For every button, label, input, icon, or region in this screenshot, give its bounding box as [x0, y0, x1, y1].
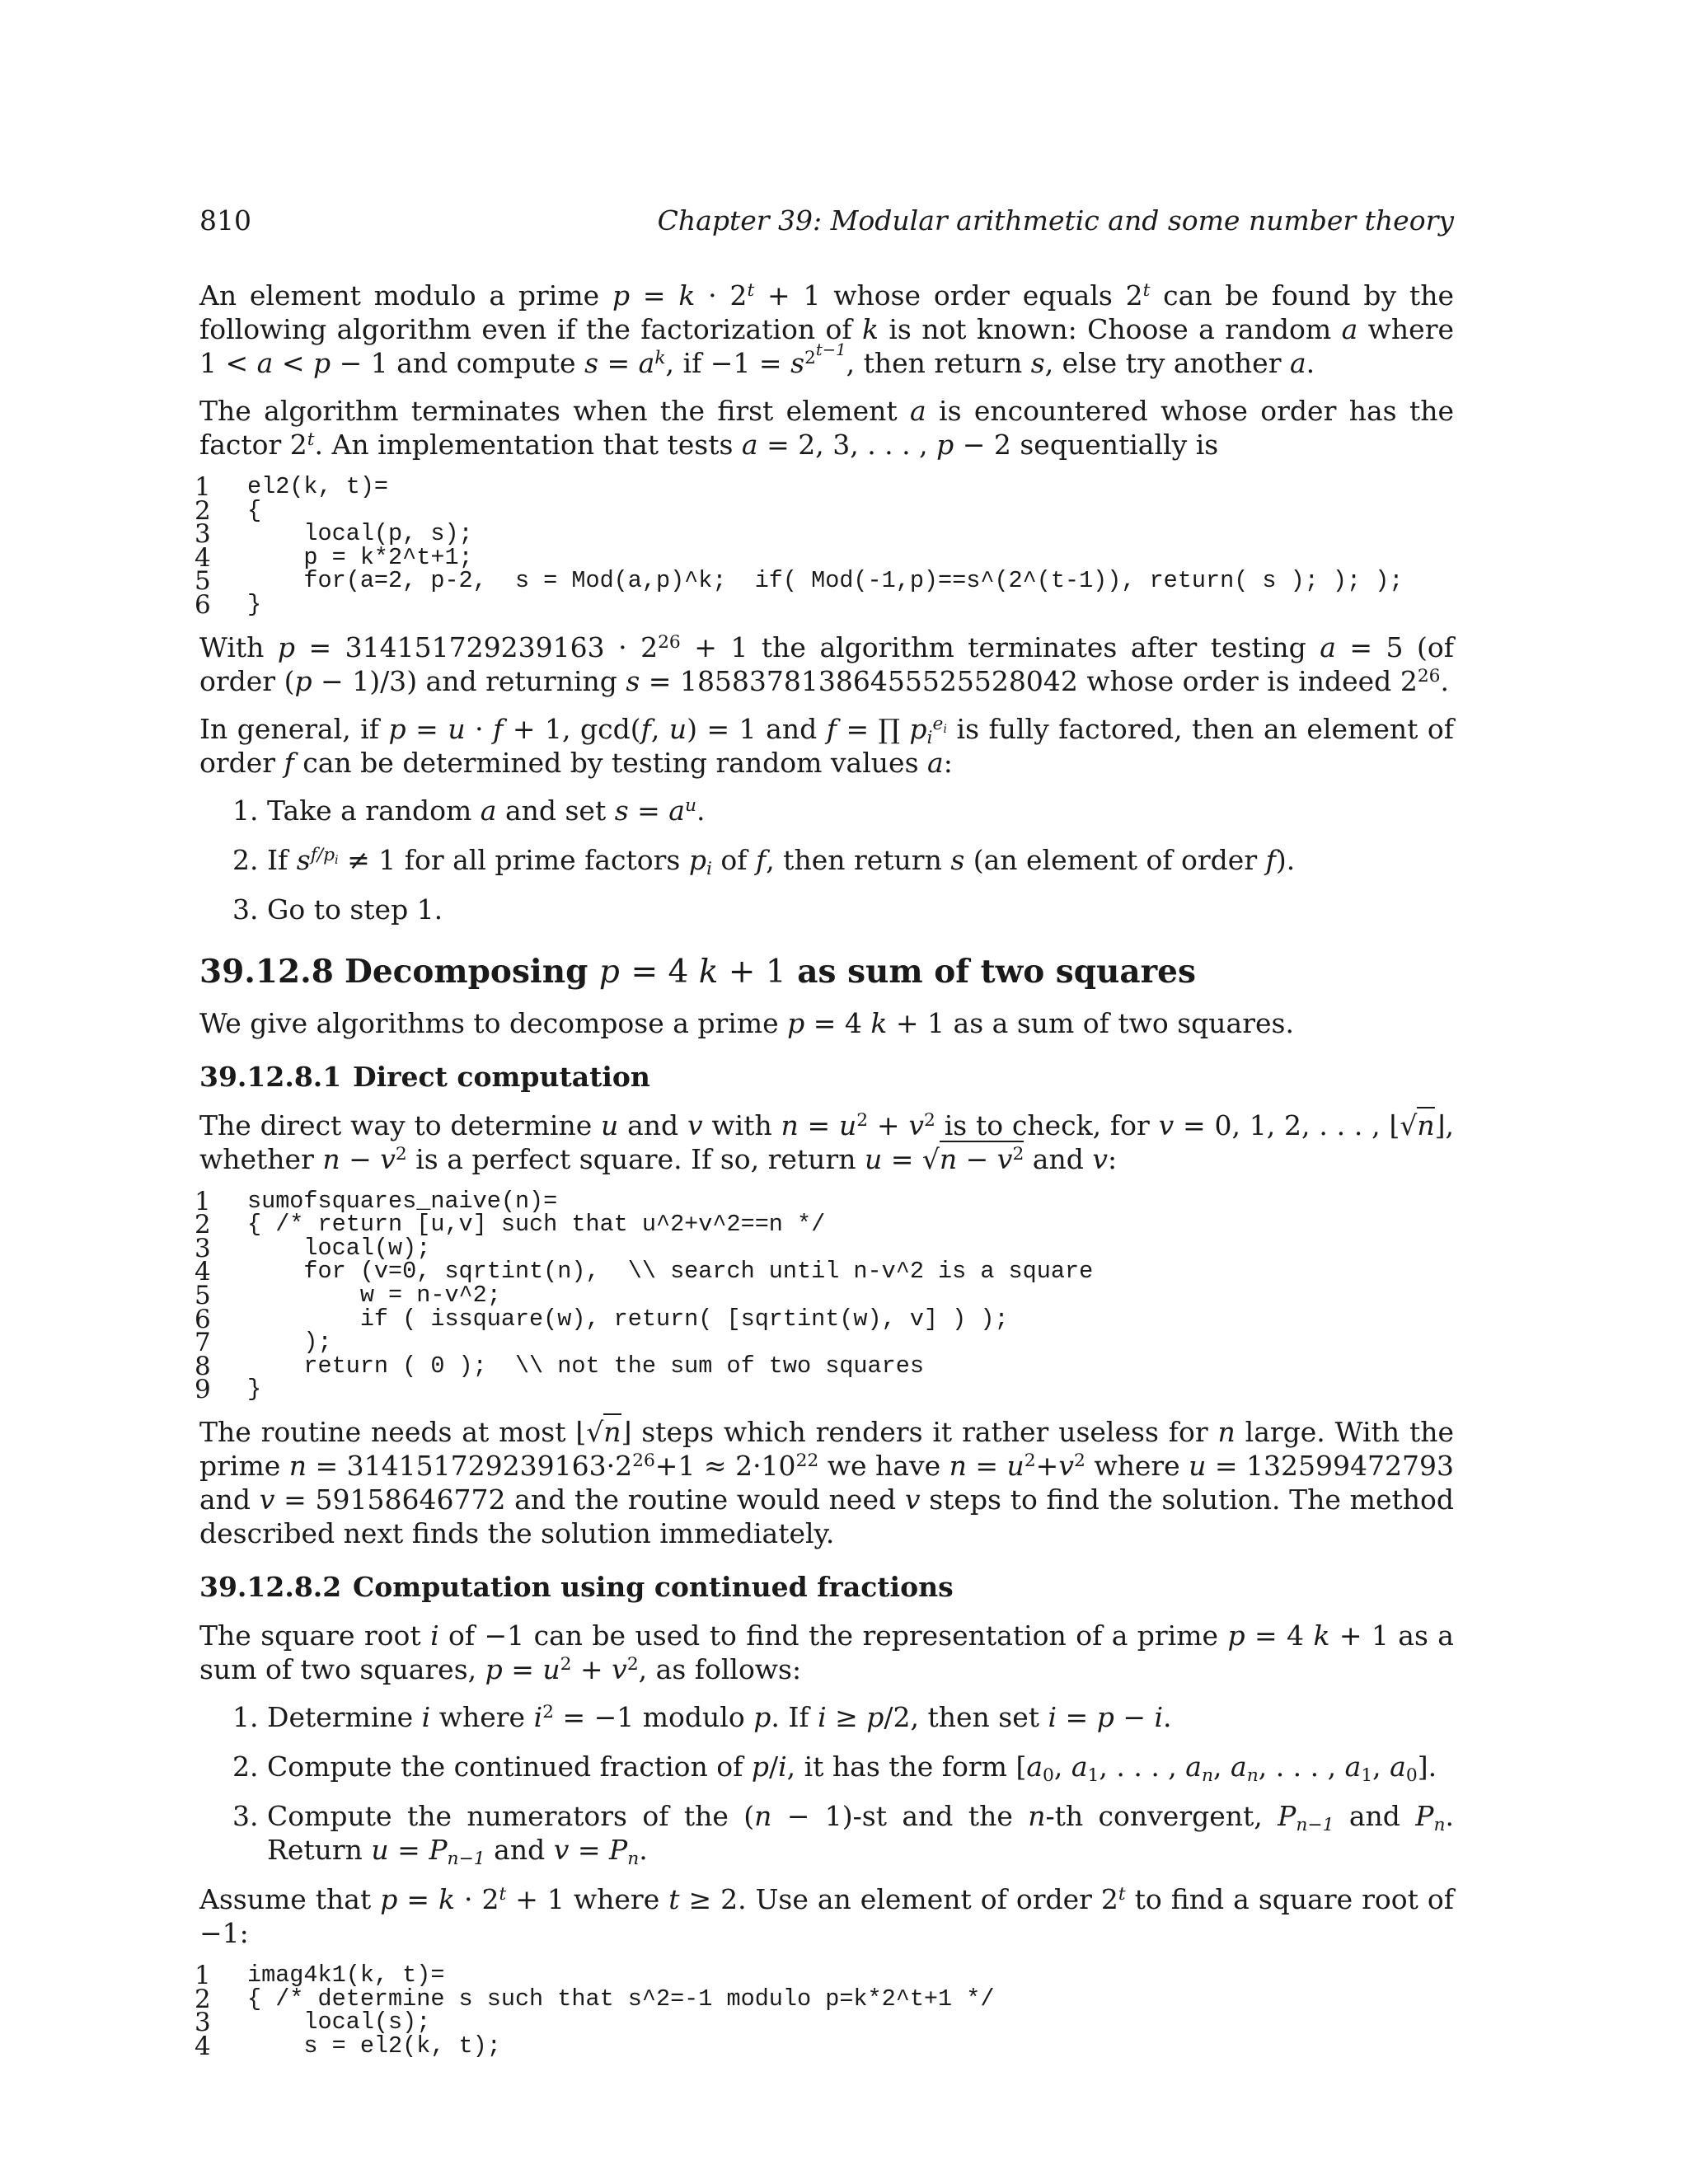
code-line — [195, 1186, 1454, 1216]
code-text: ); — [247, 1329, 332, 1357]
line-number: 1 — [195, 1960, 211, 1990]
subsection-heading-continued-fractions: 39.12.8.2 Computation using continued fractions — [199, 1570, 954, 1603]
code-text: } — [247, 590, 262, 618]
list-item: 3. Compute the numerators of the (n − 1)-st and the n-th convergent, $P_{n-1}$ and $P_n$. Return $u = P_{n-1}$ and $v = P_n$. — [232, 1799, 1455, 1869]
line-number: 7 — [195, 1328, 211, 1358]
list-item: 1. Take a random a and set $s = a^u$. — [232, 794, 706, 827]
line-number: 4 — [195, 542, 211, 573]
paragraph-direct-way: The direct way to determine u and v with $n = u^2 + v^2$ is to check, for v = 0, 1, 2, . . . , ⌊√n⌋, whether $n - v^2$ is a perfect square. If so, return $u = √n - v^2$ and v: — [199, 1108, 1454, 1176]
code-text: { /* return [u,v] such that u^2+v^2==n */ — [247, 1211, 826, 1239]
subsection-number: 39.12.8.1 — [199, 1060, 342, 1093]
code-line — [195, 1304, 1454, 1334]
section-heading: 39.12.8 Decomposing p = 4 k + 1 as sum of two squares — [199, 952, 1196, 991]
code-line — [195, 1210, 1454, 1240]
subsection-heading-direct: 39.12.8.1 Direct computation — [199, 1060, 650, 1093]
code-text: local(s); — [247, 2008, 431, 2036]
paragraph-routine-steps: The routine needs at most ⌊√n⌋ steps which renders it rather useless for n large. With the prime $n = 314151729239163\cdot 2^{26}+1 \approx 2\cdot 10^{22}$ we have $n = u^2+v^2$ where u = 132599472793 and v = 59158646772 and the routine would need v steps to find the solution. The method described next finds the solution immediately. — [199, 1415, 1454, 1550]
code-text: p = k*2^t+1; — [247, 543, 473, 571]
line-number: 2 — [195, 495, 211, 526]
subsection-number: 39.12.8.2 — [199, 1570, 342, 1603]
line-number: 2 — [195, 1210, 211, 1240]
list-item: 1. Determine i where $i^2 = -1$ modulo p. If i ≥ p/2, then set i = p − i. — [232, 1700, 1172, 1733]
list-item: 2. Compute the continued fraction of p/i, it has the form [$a_0$, $a_1$, . . . , $a_n$, $a_n$, . . . , $a_1$, $a_0$]. — [232, 1750, 1437, 1786]
paragraph-element-order: An element modulo a prime $p = k \cdot 2^t + 1$ whose order equals 2$^t$ can be found by the following algorithm even if the factorization of k is not known: Choose a random a where 1 < a < p − 1 and compute $s = a^k$, if $-1 = s^{2^{t-1}}$, then return s, else try another a. — [199, 279, 1454, 379]
line-number: 6 — [195, 589, 211, 620]
line-number: 5 — [195, 1280, 211, 1310]
code-text: { — [247, 496, 262, 524]
line-number: 1 — [195, 1186, 211, 1216]
paragraph-algorithm-terminates: The algorithm terminates when the first element a is encountered whose order has the factor 2$^t$. An implementation that tests a = 2, 3, . . . , p − 2 sequentially is — [199, 395, 1454, 461]
code-text: { /* determine s such that s^2=-1 modulo p=k*2^t+1 */ — [247, 1985, 995, 2013]
code-line — [195, 1328, 1454, 1358]
chapter-title: Chapter 39: Modular arithmetic and some number theory — [657, 204, 1454, 237]
paragraph-square-root: The square root i of −1 can be used to find the representation of a prime p = 4 k + 1 as a sum of two squares, $p = u^2 + v^2$, as follows: — [199, 1619, 1454, 1685]
code-line — [195, 542, 1454, 573]
code-line — [195, 1351, 1454, 1381]
code-text: } — [247, 1376, 262, 1404]
code-text: el2(k, t)= — [247, 473, 389, 500]
list-item: 2. If $s^{f/p_i} \ne 1$ for all prime factors $p_i$ of f, then return s (an element of order f). — [232, 843, 1296, 879]
code-text: for (v=0, sqrtint(n), \\ search until n-v^2 is a square — [247, 1258, 1094, 1286]
code-text: imag4k1(k, t)= — [247, 1961, 445, 1989]
line-number: 3 — [195, 519, 211, 550]
code-line — [195, 1257, 1454, 1287]
line-number: 2 — [195, 1984, 211, 2014]
code-text: s = el2(k, t); — [247, 2032, 501, 2060]
page-number: 810 — [199, 204, 251, 237]
line-number: 8 — [195, 1351, 211, 1381]
code-text: if ( issquare(w), return( [sqrtint(w), v] ) ); — [247, 1305, 1009, 1333]
code-text: return ( 0 ); \\ not the sum of two squares — [247, 1352, 924, 1380]
code-line — [195, 589, 1454, 620]
code-line — [195, 495, 1454, 526]
steps-list-continued-fractions — [199, 1700, 1454, 1867]
running-header — [199, 204, 1454, 242]
section-number: 39.12.8 — [199, 952, 334, 991]
code-text: sumofsquares_naive(n)= — [247, 1187, 558, 1215]
code-listing-imag4k1 — [195, 1960, 1454, 2061]
line-number: 1 — [195, 472, 211, 502]
code-text: local(w); — [247, 1234, 431, 1262]
code-line — [195, 1375, 1454, 1405]
code-line — [195, 1233, 1454, 1263]
code-line — [195, 472, 1454, 502]
code-line — [195, 1984, 1454, 2014]
line-number: 4 — [195, 1257, 211, 1287]
steps-list-order — [199, 794, 1454, 926]
paragraph-general-order: In general, if p = u · f + 1, gcd(f, u) = 1 and f = ∏ $p_i^{e_i}$ is fully factored, then an element of order f can be determined by testing random values a: — [199, 712, 1454, 779]
code-line — [195, 519, 1454, 550]
code-listing-sumofsquares — [195, 1186, 1454, 1405]
section-intro: We give algorithms to decompose a prime p = 4 k + 1 as a sum of two squares. — [199, 1006, 1294, 1039]
code-line — [195, 1960, 1454, 1990]
code-listing-el2 — [195, 472, 1454, 620]
line-number: 5 — [195, 566, 211, 597]
line-number: 4 — [195, 2031, 211, 2061]
line-number: 6 — [195, 1304, 211, 1334]
code-text: w = n-v^2; — [247, 1281, 501, 1309]
paragraph-example-prime: With $p = 314151729239163 \cdot 2^{26} + 1$ the algorithm terminates after testing a = 5 (of order (p − 1)/3) and returning s = 18583781386455525528042 whose order is indeed $2^{26}$. — [199, 630, 1454, 697]
code-line — [195, 1280, 1454, 1310]
code-text: for(a=2, p-2, s = Mod(a,p)^k; if( Mod(-1,p)==s^(2^(t-1)), return( s ); ); ); — [247, 567, 1404, 595]
paragraph-assume: Assume that $p = k \cdot 2^t + 1$ where t ≥ 2. Use an element of order 2$^t$ to find a square root of −1: — [199, 1882, 1454, 1949]
code-line — [195, 2031, 1454, 2061]
list-item: 3. Go to step 1. — [232, 893, 443, 926]
line-number: 3 — [195, 2008, 211, 2038]
code-line — [195, 566, 1454, 597]
line-number: 9 — [195, 1375, 211, 1405]
code-line — [195, 2008, 1454, 2038]
code-text: local(p, s); — [247, 520, 473, 548]
page-body — [195, 279, 1455, 2071]
line-number: 3 — [195, 1233, 211, 1263]
